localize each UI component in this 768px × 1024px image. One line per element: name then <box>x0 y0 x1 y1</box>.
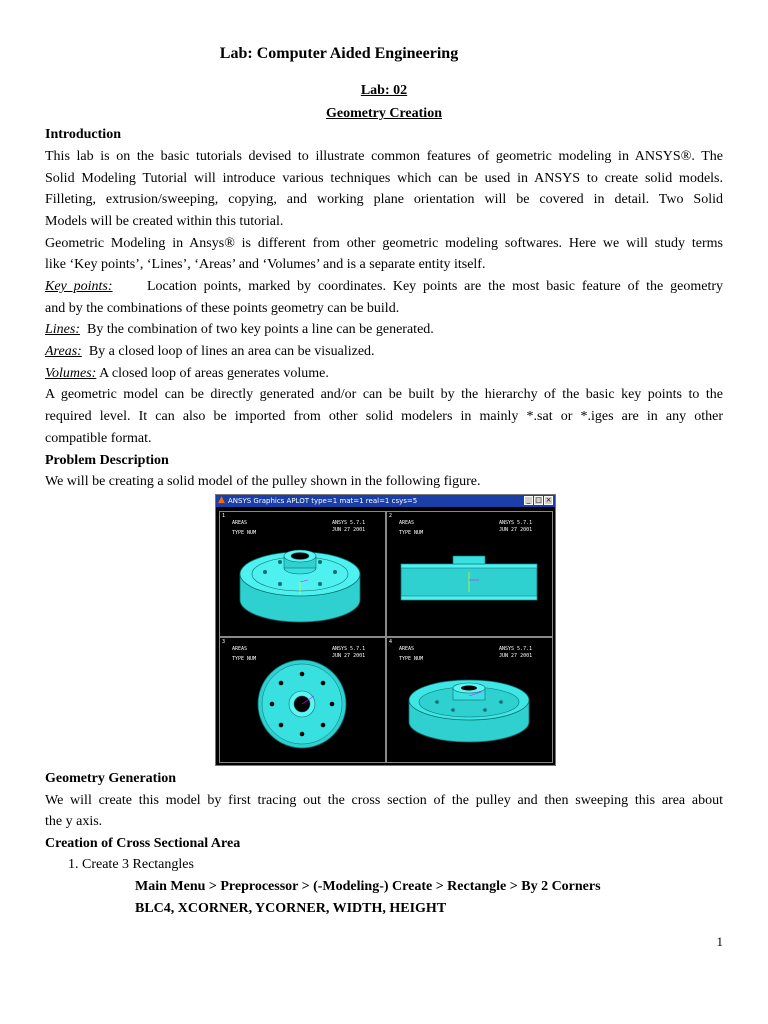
lab-number: Lab: 02 <box>360 83 408 98</box>
figure-window-title: ANSYS Graphics APLOT type=1 mat=1 real=1 csys=5 <box>228 497 418 505</box>
intro-p2-line: like ‘Key points’, ‘Lines’, ‘Areas’ and ‘Volumes’ and is a separate entity itself. <box>45 257 486 272</box>
problem-heading: Problem Description <box>45 453 169 468</box>
panel-label: AREAS <box>399 646 415 652</box>
geometry-heading: Geometry Generation <box>45 771 177 786</box>
term-label: Volumes: <box>45 366 97 381</box>
step-create-rectangles: 1. Create 3 Rectangles <box>68 857 194 872</box>
term-lines <box>45 319 723 341</box>
panel-type-label: TYPE NUM <box>399 656 424 662</box>
document-title: Lab: Computer Aided Engineering <box>219 45 459 62</box>
panel-number: 1 <box>222 513 226 519</box>
intro-p1-line: Solid Modeling Tutorial will introduce various techniques which can be used in ANSYS to create solid models. <box>45 171 723 186</box>
term-keypoints-cont: and by the combinations of these points geometry can be build. <box>45 301 400 316</box>
pulley-oblique-view <box>387 638 552 762</box>
panel-type-label: TYPE NUM <box>232 530 257 536</box>
term-label: Lines: <box>45 322 80 337</box>
term-definition: By the combination of two key points a line can be generated. <box>87 322 434 337</box>
term-keypoints <box>45 276 723 298</box>
pulley-iso-view <box>220 512 385 636</box>
panel-number: 3 <box>222 639 226 645</box>
intro-p3-line: required level. It can also be imported from other solid modelers in mainly *.sat or *.iges are in any other <box>45 409 723 424</box>
minimize-icon: _ <box>524 496 533 505</box>
intro-p1-line: Models will be created within this tutorial. <box>45 214 284 229</box>
panel-type-label: TYPE NUM <box>399 530 424 536</box>
viewport-panel-2 <box>386 511 553 637</box>
panel-number: 2 <box>389 513 393 519</box>
pulley-side-view <box>387 512 552 636</box>
close-icon: × <box>545 496 552 504</box>
panel-date: JUN 27 2001 <box>499 527 533 533</box>
term-label: Key points: <box>45 279 113 294</box>
page-number: 1 <box>716 934 723 949</box>
pulley-top-view <box>220 638 385 762</box>
cross-section-heading: Creation of Cross Sectional Area <box>45 836 241 851</box>
geometry-text-line: the y axis. <box>45 814 103 829</box>
lab-topic: Geometry Creation <box>326 106 442 121</box>
term-definition: Location points, marked by coordinates. Key points are the most basic feature of the geometry <box>146 279 724 294</box>
intro-p3-line: compatible format. <box>45 431 152 446</box>
menu-path: Main Menu > Preprocessor > (-Modeling-) Create > Rectangle > By 2 Corners <box>135 879 601 894</box>
ansys-graphics-figure <box>215 494 556 766</box>
panel-date: JUN 27 2001 <box>332 527 366 533</box>
panel-version: ANSYS 5.7.1 <box>499 520 533 526</box>
ansys-logo-icon: ▲ <box>218 495 225 505</box>
intro-p2-line: Geometric Modeling in Ansys® is different from other geometric modeling softwares. Here we will study terms <box>45 236 723 251</box>
panel-date: JUN 27 2001 <box>499 653 533 659</box>
panel-label: AREAS <box>232 646 248 652</box>
term-label: Areas: <box>45 344 82 359</box>
panel-date: JUN 27 2001 <box>332 653 366 659</box>
viewport-panel-1 <box>219 511 386 637</box>
figure-titlebar <box>216 495 555 507</box>
intro-p1-line: This lab is on the basic tutorials devised to illustrate common features of geometric modeling in ANSYS®. The <box>45 149 723 164</box>
panel-label: AREAS <box>399 520 415 526</box>
problem-text: We will be creating a solid model of the pulley shown in the following figure. <box>45 474 481 489</box>
viewport-panel-3 <box>219 637 386 763</box>
panel-version: ANSYS 5.7.1 <box>332 646 366 652</box>
panel-label: AREAS <box>232 520 248 526</box>
maximize-icon: □ <box>535 496 542 504</box>
term-definition: A closed loop of areas generates volume. <box>99 366 329 381</box>
window-controls <box>524 496 553 505</box>
introduction-heading: Introduction <box>45 127 121 142</box>
term-volumes <box>45 363 723 385</box>
panel-version: ANSYS 5.7.1 <box>332 520 366 526</box>
geometry-text-line: We will create this model by first tracing out the cross section of the pulley and then sweeping this area about <box>45 793 723 808</box>
viewport-panel-4 <box>386 637 553 763</box>
panel-number: 4 <box>389 639 393 645</box>
intro-p1-line: Filleting, extrusion/sweeping, copying, and working plane orientation will be covered in detail. Two Solid <box>45 192 723 207</box>
intro-p3-line: A geometric model can be directly generated and/or can be built by the hierarchy of the basic key points to the <box>45 387 723 402</box>
panel-type-label: TYPE NUM <box>232 656 257 662</box>
command-params: BLC4, XCORNER, YCORNER, WIDTH, HEIGHT <box>135 901 447 916</box>
panel-version: ANSYS 5.7.1 <box>499 646 533 652</box>
term-areas <box>45 341 723 363</box>
term-definition: By a closed loop of lines an area can be visualized. <box>88 344 375 359</box>
